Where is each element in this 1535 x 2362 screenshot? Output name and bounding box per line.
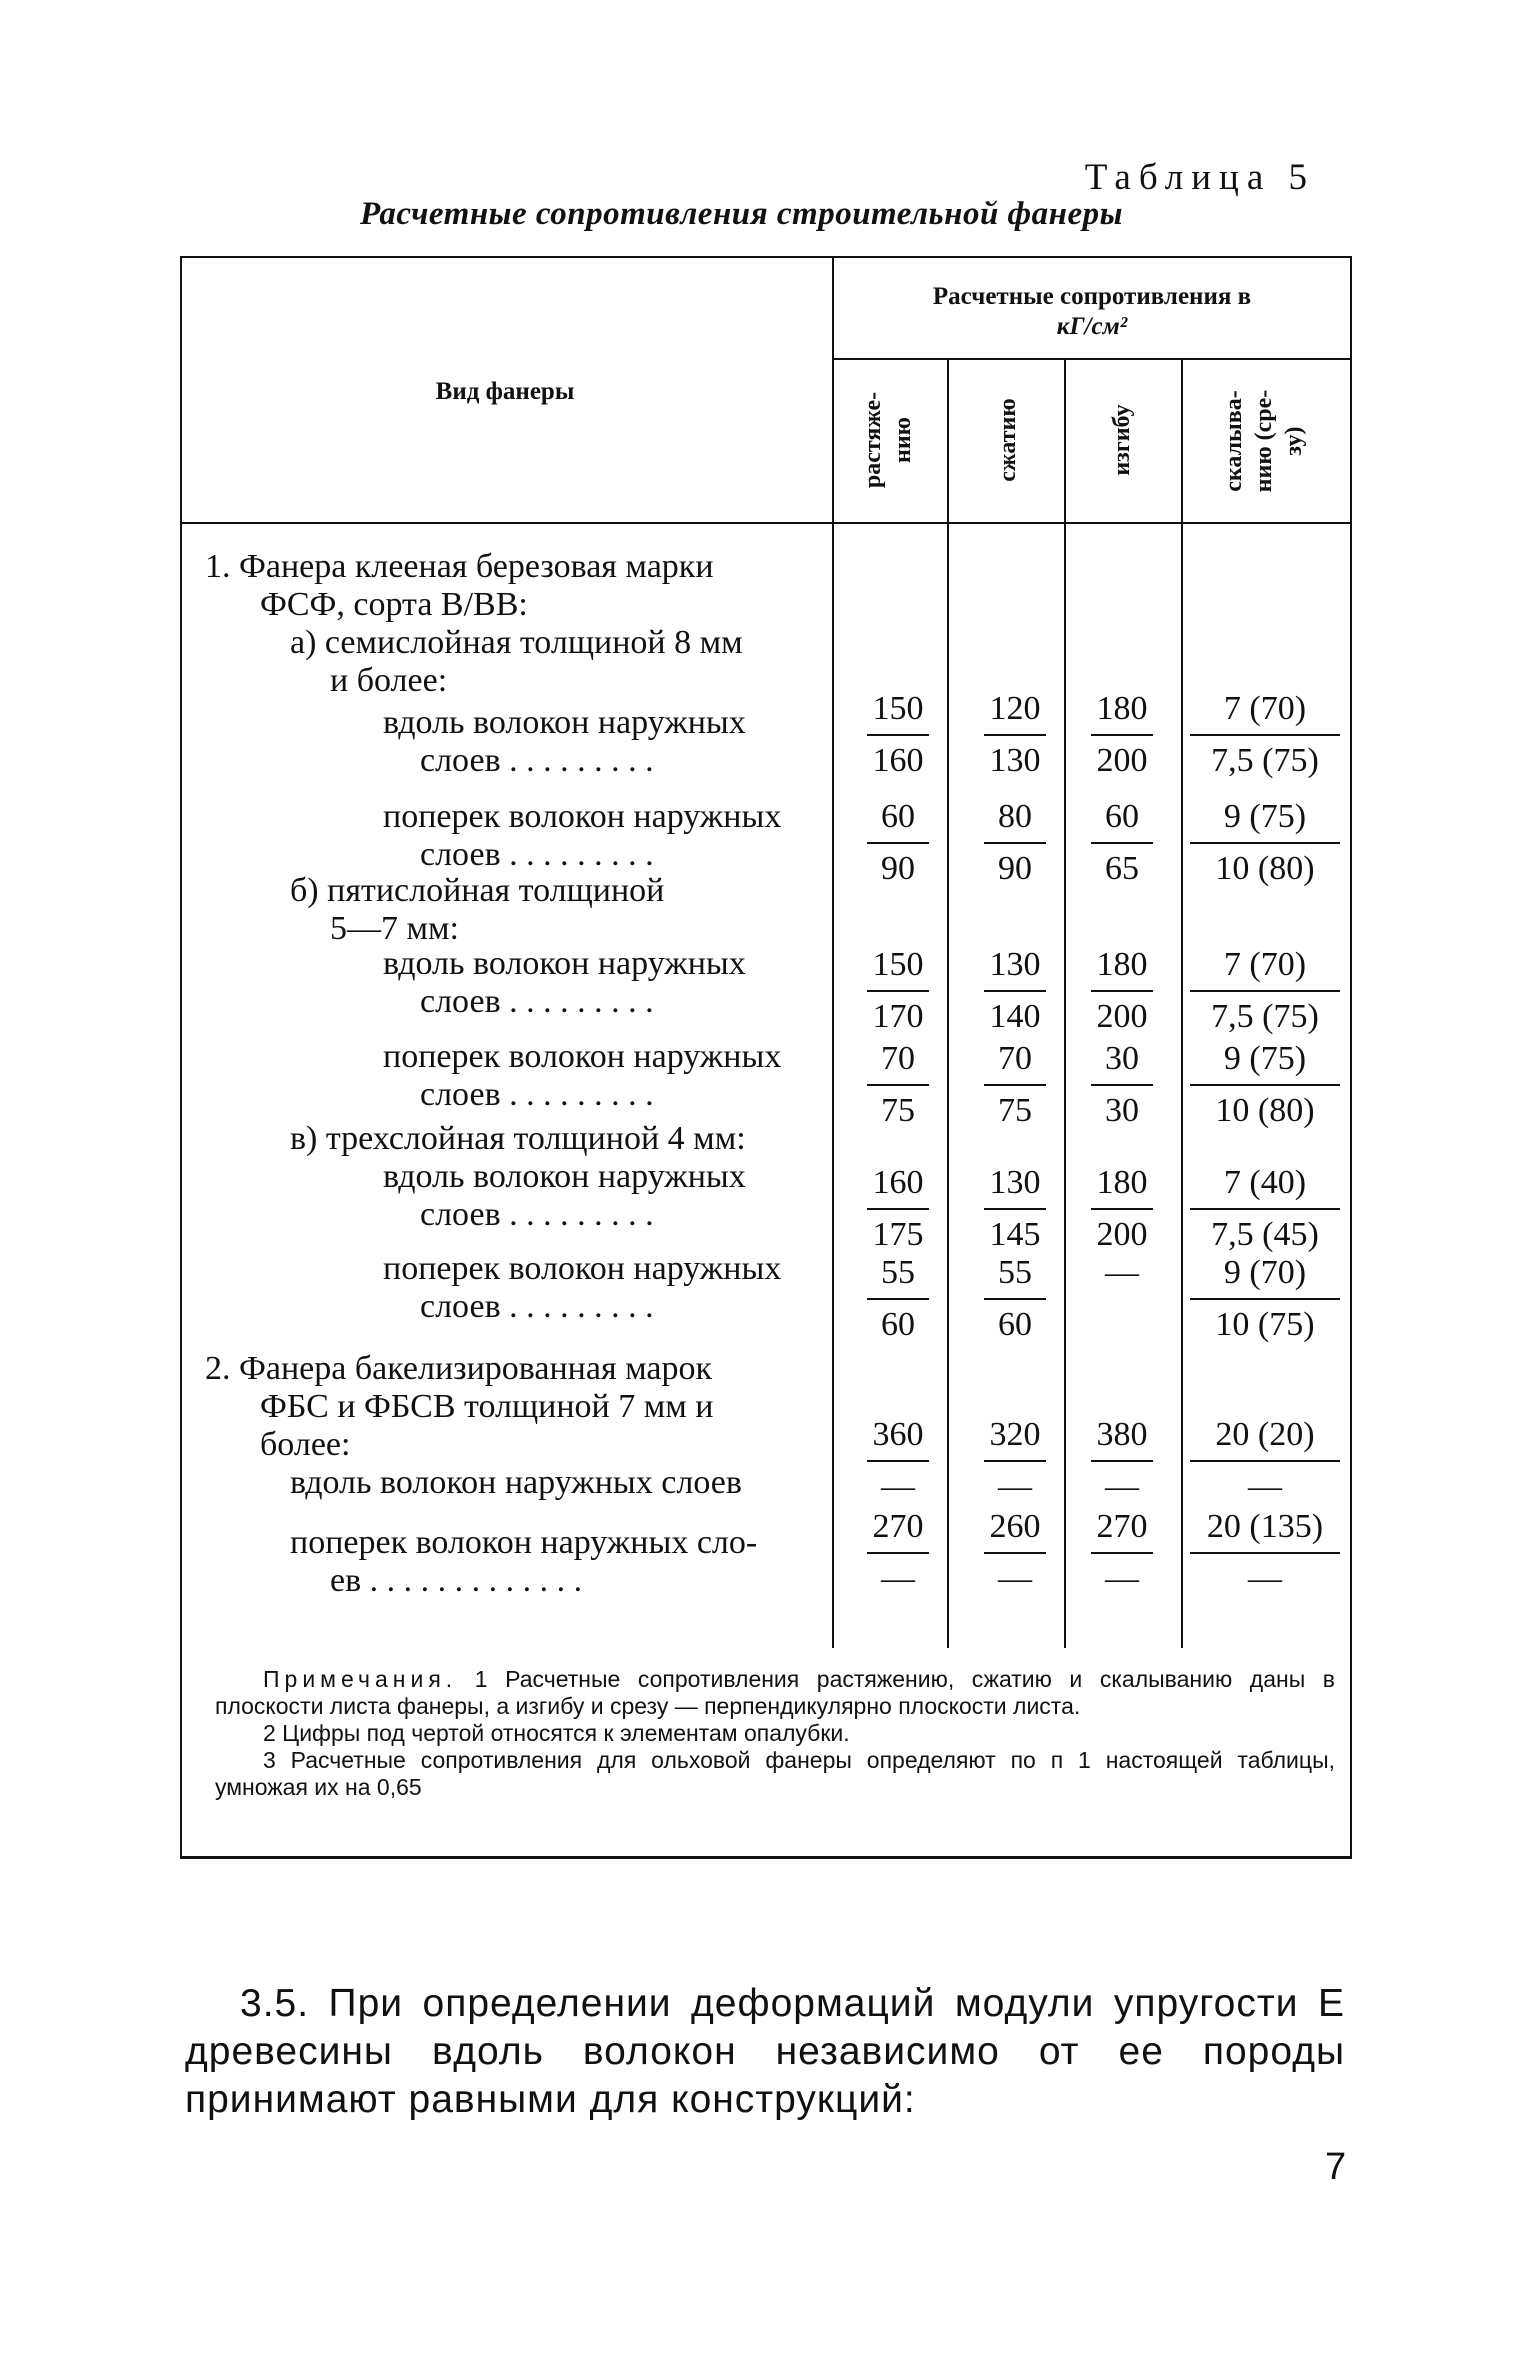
- row-text-line: слоев . . . . . . . . .: [420, 742, 654, 779]
- value-cell-below-line: 200: [1096, 742, 1148, 779]
- value-cell-below-line: —: [881, 1468, 915, 1505]
- row-text-line: 2. Фанера бакелизированная марок: [205, 1350, 712, 1387]
- value-cell: 9 (75): [1223, 1040, 1307, 1077]
- value-divider-line: [1190, 1460, 1340, 1462]
- row-text-line: и более:: [330, 662, 448, 699]
- value-cell-below-line: 30: [1105, 1092, 1139, 1129]
- value-divider-line: [984, 1460, 1046, 1462]
- value-divider-line: [867, 990, 929, 992]
- header-col-tension: растяже- нию: [860, 391, 916, 489]
- row-text-line: слоев . . . . . . . . .: [420, 1288, 654, 1325]
- value-cell-below-line: 10 (75): [1215, 1306, 1315, 1343]
- row-text-line: слоев . . . . . . . . .: [420, 1076, 654, 1113]
- table-title: Расчетные сопротивления строительной фанеры: [360, 196, 1124, 232]
- value-divider-line: [1091, 842, 1153, 844]
- value-divider-line: [984, 842, 1046, 844]
- value-divider-line: [984, 1084, 1046, 1086]
- notes-heading: Примечания.: [263, 1666, 458, 1692]
- value-cell: 80: [998, 798, 1032, 835]
- value-cell-below-line: 65: [1105, 850, 1139, 887]
- paragraph-3-5: [185, 1980, 1345, 2124]
- value-cell-below-line: —: [881, 1560, 915, 1597]
- value-cell: 160: [872, 1164, 924, 1201]
- value-cell: 60: [881, 798, 915, 835]
- value-cell-below-line: 170: [872, 998, 924, 1035]
- value-cell-below-line: 130: [989, 742, 1041, 779]
- note-3: 3 Расчетные сопротивления для ольховой фанеры определяют по п 1 настоящей таблицы, умножая их на 0,65: [215, 1747, 1335, 1800]
- value-cell: 70: [881, 1040, 915, 1077]
- value-cell-below-line: 200: [1096, 1216, 1148, 1253]
- value-divider-line: [1190, 1084, 1340, 1086]
- note-2: 2 Цифры под чертой относятся к элементам опалубки.: [263, 1720, 850, 1746]
- value-cell-below-line: 7,5 (75): [1211, 742, 1319, 779]
- value-cell: 70: [998, 1040, 1032, 1077]
- value-divider-line: [984, 990, 1046, 992]
- value-divider-line: [867, 1552, 929, 1554]
- value-divider-line: [984, 1552, 1046, 1554]
- row-text-line: поперек волокон наружных: [383, 1038, 782, 1075]
- value-cell: 180: [1096, 690, 1148, 727]
- table-bottom-border: [180, 1856, 1352, 1859]
- header-bottom-border: [180, 522, 1352, 524]
- header-col-compression: сжатию: [995, 398, 1021, 482]
- value-cell: 150: [872, 690, 924, 727]
- table-top-border: [180, 256, 1352, 258]
- value-cell-below-line: —: [1105, 1468, 1139, 1505]
- row-text-line: вдоль волокон наружных слоев: [290, 1464, 742, 1501]
- row-text-line: поперек волокон наружных сло-: [290, 1524, 758, 1561]
- header-col-shear: скалыва- нию (сре- зу): [1221, 389, 1307, 493]
- row-text-line: а) семислойная толщиной 8 мм: [290, 624, 743, 661]
- row-text-line: ФСФ, сорта В/ВВ:: [260, 586, 528, 623]
- value-cell: 270: [872, 1508, 924, 1545]
- value-divider-line: [867, 1460, 929, 1462]
- value-divider-line: [867, 1298, 929, 1300]
- value-cell: 130: [989, 946, 1041, 983]
- page-number: 7: [1325, 2146, 1347, 2188]
- header-plywood-type: Вид фанеры: [435, 378, 575, 405]
- value-cell: 30: [1105, 1040, 1139, 1077]
- value-divider-line: [1190, 1208, 1340, 1210]
- value-divider-line: [1091, 1084, 1153, 1086]
- value-divider-line: [1091, 734, 1153, 736]
- value-cell-below-line: —: [998, 1468, 1032, 1505]
- value-divider-line: [867, 842, 929, 844]
- value-cell: —: [1105, 1254, 1139, 1291]
- value-divider-line: [867, 1208, 929, 1210]
- row-text-line: более:: [260, 1426, 351, 1463]
- value-cell-below-line: 75: [998, 1092, 1032, 1129]
- note-1: 1 Расчетные сопротивления растяжению, сжатию и скалыванию даны в плоскости листа фанеры, а изгибу и срезу — перпендикулярно плоскости листа.: [215, 1666, 1336, 1719]
- value-cell-below-line: 90: [998, 850, 1032, 887]
- header-group-label: Расчетные сопротивления в кГ/см²: [932, 283, 1252, 340]
- value-cell: 20 (135): [1206, 1508, 1324, 1545]
- row-text-line: поперек волокон наружных: [383, 798, 782, 835]
- value-cell-below-line: 75: [881, 1092, 915, 1129]
- row-text-line: в) трехслойная толщиной 4 мм:: [290, 1120, 746, 1157]
- value-cell-below-line: 175: [872, 1216, 924, 1253]
- row-text-line: вдоль волокон наружных: [383, 945, 746, 982]
- row-text-line: вдоль волокон наружных: [383, 1158, 746, 1195]
- value-divider-line: [984, 734, 1046, 736]
- value-cell-below-line: 7,5 (75): [1211, 998, 1319, 1035]
- row-text-line: слоев . . . . . . . . .: [420, 836, 654, 873]
- value-divider-line: [1190, 734, 1340, 736]
- value-cell: 55: [881, 1254, 915, 1291]
- value-cell-below-line: —: [998, 1560, 1032, 1597]
- value-cell: 360: [872, 1416, 924, 1453]
- value-divider-line: [1091, 1460, 1153, 1462]
- value-divider-line: [867, 734, 929, 736]
- value-cell-below-line: 160: [872, 742, 924, 779]
- value-cell-below-line: 10 (80): [1215, 1092, 1315, 1129]
- value-divider-line: [1190, 1552, 1340, 1554]
- value-cell: 320: [989, 1416, 1041, 1453]
- row-text-line: ФБС и ФБСВ толщиной 7 мм и: [260, 1388, 714, 1425]
- row-text-line: б) пятислойная толщиной: [290, 872, 665, 909]
- value-cell-below-line: 200: [1096, 998, 1148, 1035]
- row-text-line: слоев . . . . . . . . .: [420, 983, 654, 1020]
- value-divider-line: [984, 1208, 1046, 1210]
- value-cell-below-line: 145: [989, 1216, 1041, 1253]
- value-cell-below-line: 60: [881, 1306, 915, 1343]
- value-divider-line: [1091, 990, 1153, 992]
- table-left-border: [180, 258, 182, 1856]
- value-cell: 7 (70): [1223, 690, 1307, 727]
- row-text-line: поперек волокон наружных: [383, 1250, 782, 1287]
- value-cell: 55: [998, 1254, 1032, 1291]
- value-divider-line: [1190, 1298, 1340, 1300]
- table-notes: [215, 1666, 1335, 1801]
- value-divider-line: [1091, 1208, 1153, 1210]
- value-divider-line: [1190, 990, 1340, 992]
- row-text-line: ев . . . . . . . . . . . . .: [330, 1562, 583, 1599]
- value-cell: 180: [1096, 1164, 1148, 1201]
- value-cell: 7 (70): [1223, 946, 1307, 983]
- paragraph-text: При определении деформаций модули упругости Е древесины вдоль волокон независимо от ее породы принимают равными для конструкций:: [185, 1982, 1345, 2121]
- value-cell: 180: [1096, 946, 1148, 983]
- value-cell-below-line: —: [1248, 1560, 1282, 1597]
- value-cell: 7 (40): [1223, 1164, 1307, 1201]
- row-text-line: вдоль волокон наружных: [383, 704, 746, 741]
- row-text-line: 5—7 мм:: [330, 910, 459, 947]
- value-cell-below-line: 90: [881, 850, 915, 887]
- value-divider-line: [1091, 1552, 1153, 1554]
- value-cell-below-line: —: [1248, 1468, 1282, 1505]
- value-divider-line: [1190, 842, 1340, 844]
- value-cell: 60: [1105, 798, 1139, 835]
- value-cell: 9 (70): [1223, 1254, 1307, 1291]
- paragraph-number: 3.5.: [240, 1982, 310, 2025]
- value-cell-below-line: 140: [989, 998, 1041, 1035]
- value-cell: 270: [1096, 1508, 1148, 1545]
- value-divider-line: [984, 1298, 1046, 1300]
- row-text-line: слоев . . . . . . . . .: [420, 1196, 654, 1233]
- value-cell: 20 (20): [1215, 1416, 1315, 1453]
- value-cell: 260: [989, 1508, 1041, 1545]
- value-cell: 9 (75): [1223, 798, 1307, 835]
- value-cell-below-line: 10 (80): [1215, 850, 1315, 887]
- value-cell: 120: [989, 690, 1041, 727]
- header-col-bending: изгибу: [1109, 404, 1135, 476]
- table-right-border: [1350, 258, 1352, 1856]
- value-divider-line: [867, 1084, 929, 1086]
- value-cell: 380: [1096, 1416, 1148, 1453]
- value-cell: 150: [872, 946, 924, 983]
- value-cell-below-line: 60: [998, 1306, 1032, 1343]
- value-cell-below-line: —: [1105, 1560, 1139, 1597]
- table-number: Таблица 5: [1084, 157, 1315, 198]
- value-cell-below-line: 7,5 (45): [1211, 1216, 1319, 1253]
- value-cell: 130: [989, 1164, 1041, 1201]
- row-text-line: 1. Фанера клееная березовая марки: [205, 548, 714, 585]
